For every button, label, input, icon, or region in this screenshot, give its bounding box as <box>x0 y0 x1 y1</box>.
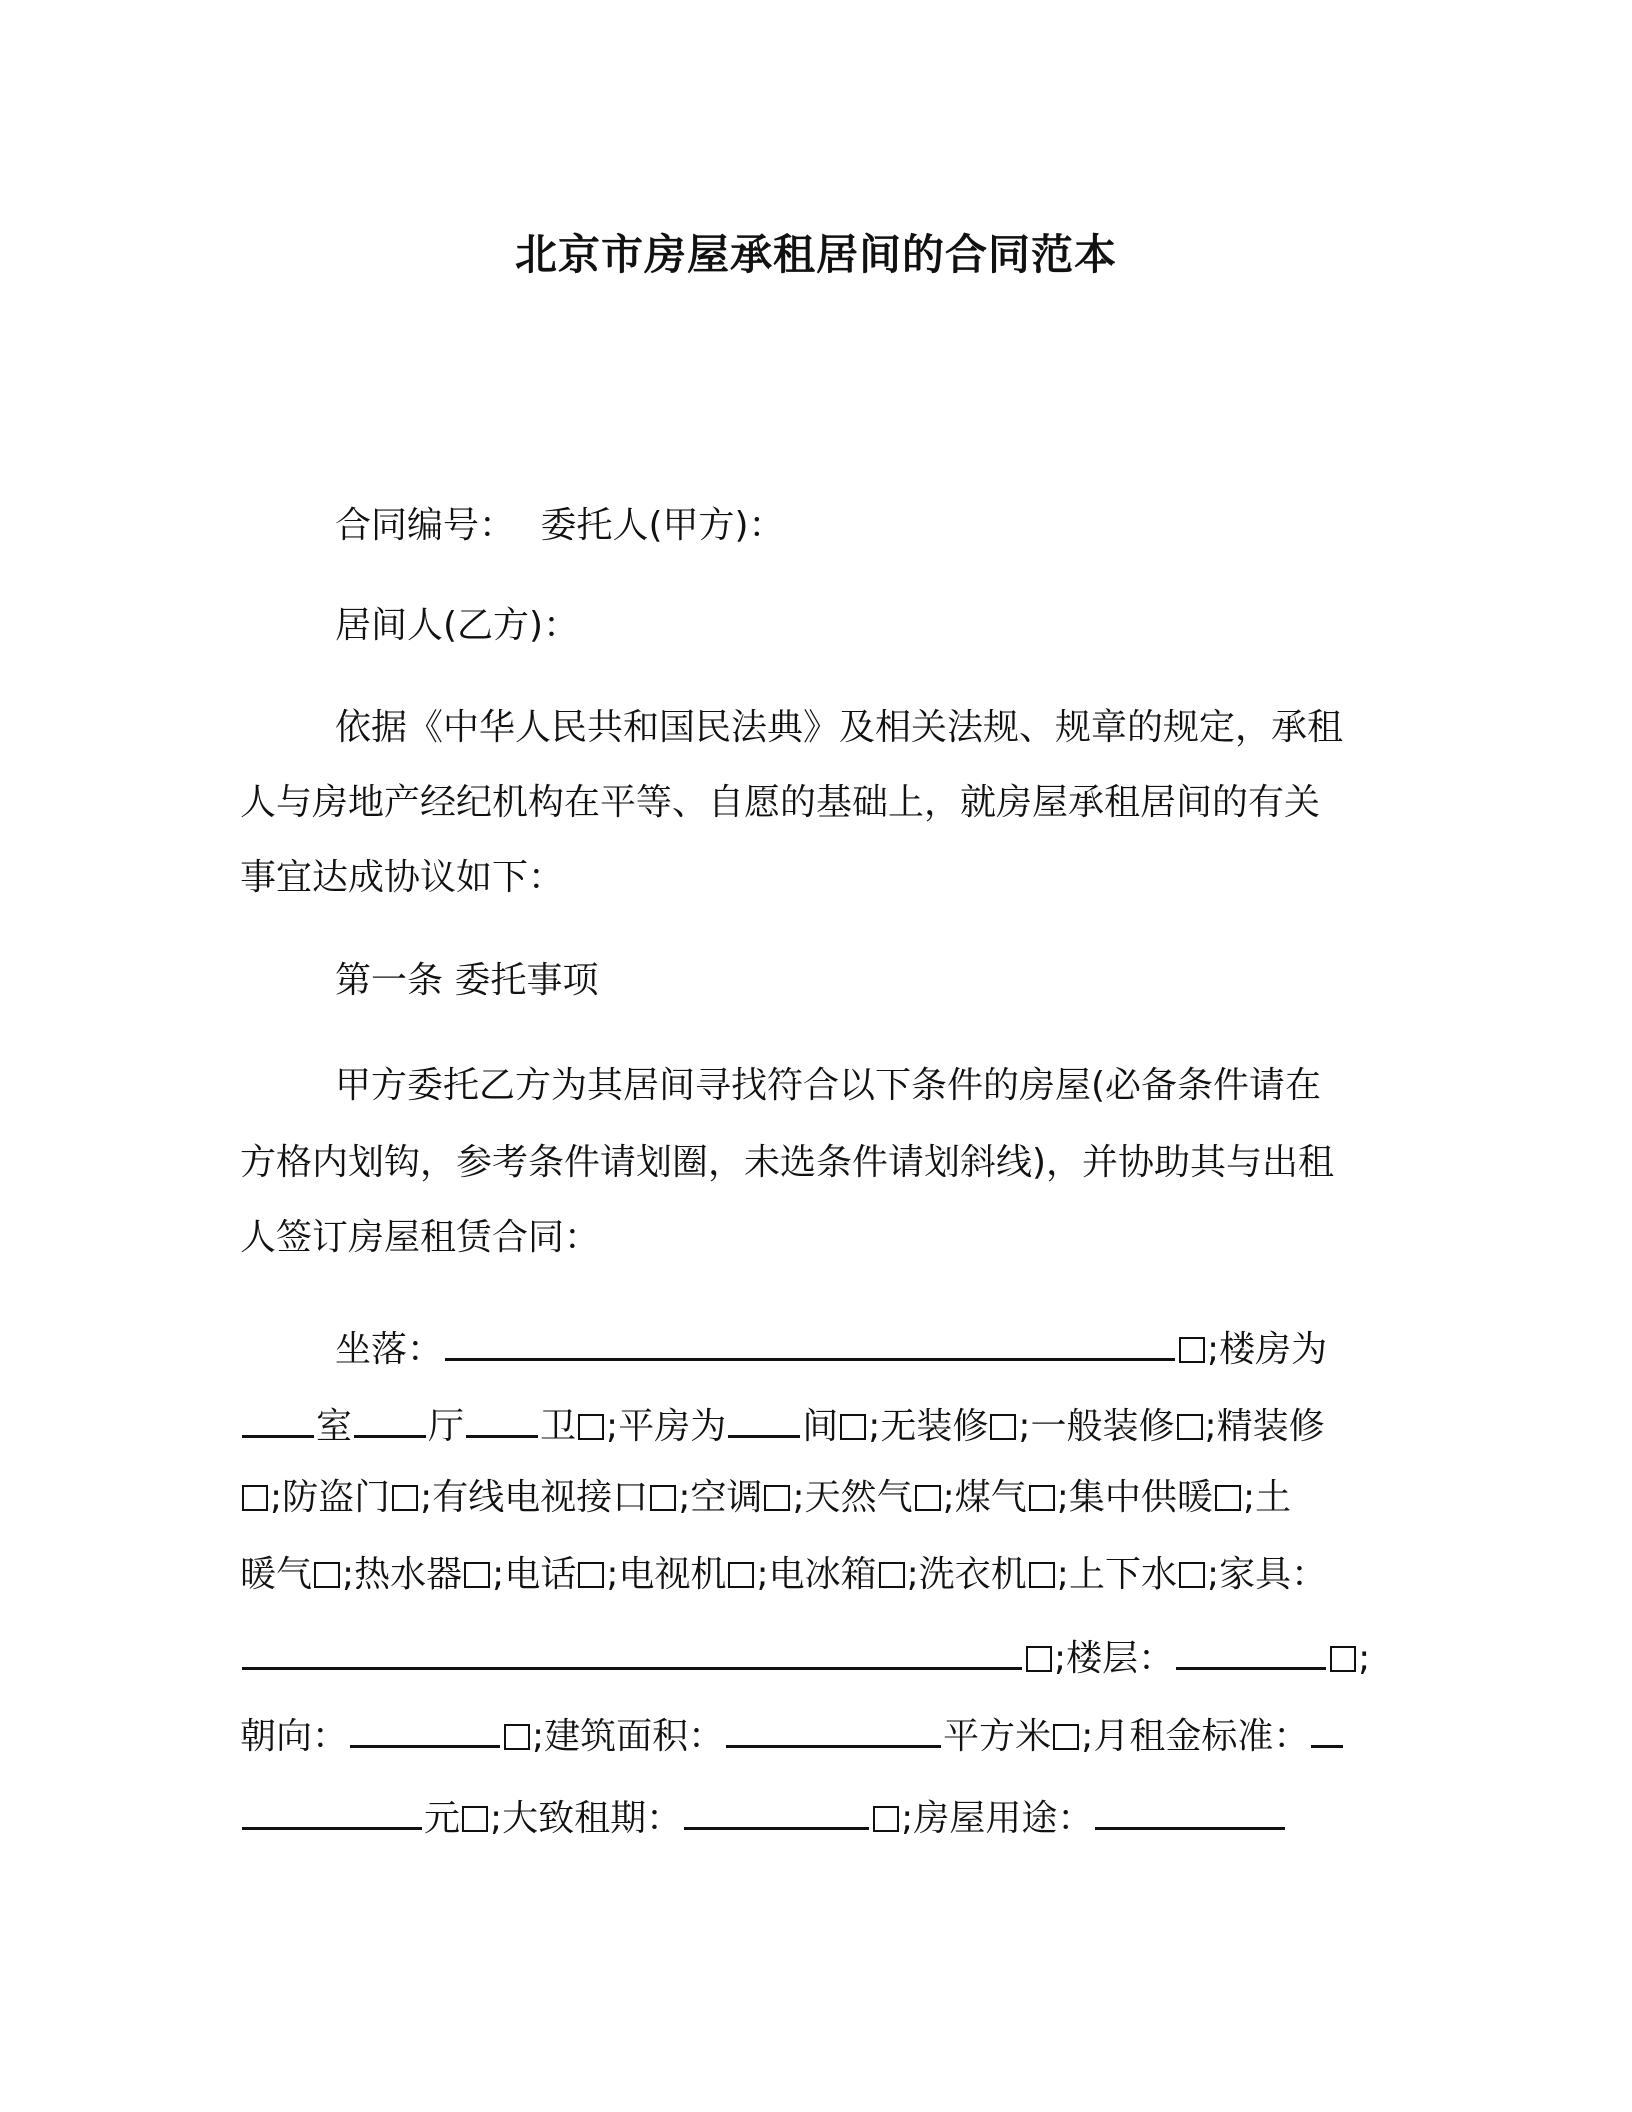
checkbox[interactable] <box>1179 1337 1205 1363</box>
checkbox[interactable] <box>840 1414 866 1440</box>
form-line-1: 坐落： ;楼房为 <box>335 1318 1475 1376</box>
checkbox[interactable] <box>464 1562 490 1588</box>
location-blank[interactable] <box>445 1318 1175 1361</box>
form-line-4: 暖气 ;热水器 ;电话 ;电视机 ;电冰箱 ;洗衣机 ;上下水 ;家具： <box>240 1554 1328 1595</box>
bath-blank[interactable] <box>466 1395 538 1438</box>
form-line-6: 朝向： ;建筑面积： 平方米 ;月租金标准： <box>240 1705 1380 1763</box>
checkbox[interactable] <box>314 1562 340 1588</box>
article1-title: 第一条 委托事项 <box>335 960 599 1001</box>
checkbox[interactable] <box>392 1485 418 1511</box>
document-title: 北京市房屋承租居间的合同范本 <box>514 230 1117 279</box>
orientation-blank[interactable] <box>350 1705 500 1748</box>
article1-line-2: 方格内划钩，参考条件请划圈，未选条件请划斜线)，并协助其与出租 <box>240 1142 1335 1183</box>
checkbox[interactable] <box>915 1485 941 1511</box>
checkbox[interactable] <box>764 1485 790 1511</box>
checkbox[interactable] <box>1215 1485 1241 1511</box>
location-label: 坐落： <box>335 1329 444 1370</box>
checkbox[interactable] <box>1177 1414 1203 1440</box>
rent-blank[interactable] <box>242 1787 422 1830</box>
usage-blank[interactable] <box>1095 1787 1285 1830</box>
checkbox[interactable] <box>578 1414 604 1440</box>
checkbox[interactable] <box>1053 1724 1079 1750</box>
room-blank[interactable] <box>242 1395 314 1438</box>
article1-line-3: 人签订房屋租赁合同： <box>240 1217 601 1258</box>
intermediary-label: 居间人(乙方)： <box>335 605 580 646</box>
area-blank[interactable] <box>726 1705 941 1748</box>
checkbox[interactable] <box>462 1806 488 1832</box>
checkbox[interactable] <box>990 1414 1016 1440</box>
checkbox[interactable] <box>873 1806 899 1832</box>
header-line-1 <box>335 500 1475 552</box>
furniture-blank[interactable] <box>242 1627 1022 1670</box>
checkbox[interactable] <box>650 1485 676 1511</box>
floor-blank[interactable] <box>1176 1627 1326 1670</box>
lease-term-blank[interactable] <box>684 1787 869 1830</box>
preamble-line-1: 依据《中华人民共和国民法典》及相关法规、规章的规定，承租 <box>335 707 1344 748</box>
article1-line-1: 甲方委托乙方为其居间寻找符合以下条件的房屋(必备条件请在 <box>335 1065 1322 1106</box>
preamble-line-3: 事宜达成协议如下： <box>240 857 565 898</box>
building-label: 楼房为 <box>1219 1329 1328 1370</box>
checkbox[interactable] <box>1026 1646 1052 1672</box>
checkbox[interactable] <box>728 1562 754 1588</box>
hall-blank[interactable] <box>354 1395 426 1438</box>
principal-label: 委托人(甲方)： <box>540 505 785 546</box>
checkbox[interactable] <box>1179 1562 1205 1588</box>
checkbox[interactable] <box>879 1562 905 1588</box>
checkbox[interactable] <box>578 1562 604 1588</box>
checkbox[interactable] <box>1029 1485 1055 1511</box>
checkbox[interactable] <box>504 1724 530 1750</box>
rent-blank-start[interactable] <box>1311 1705 1343 1748</box>
form-line-5: ;楼层： ; <box>240 1627 1380 1685</box>
checkbox[interactable] <box>242 1485 268 1511</box>
header-line-2 <box>335 600 1475 652</box>
bungalow-blank[interactable] <box>728 1395 800 1438</box>
contract-no-label: 合同编号： <box>335 505 516 546</box>
form-line-3: ;防盗门 ;有线电视接口 ;空调 ;天然气 ;煤气 ;集中供暖 ;土 <box>240 1472 1380 1524</box>
form-line-2: 室 厅 卫 ;平房为 间 ;无装修 ;一般装修 ;精装修 <box>240 1395 1380 1453</box>
preamble-line-2: 人与房地产经纪机构在平等、自愿的基础上，就房屋承租居间的有关 <box>240 782 1321 823</box>
checkbox[interactable] <box>1029 1562 1055 1588</box>
checkbox[interactable] <box>1330 1646 1356 1672</box>
form-line-7: 元 ;大致租期： ;房屋用途： <box>240 1787 1380 1845</box>
